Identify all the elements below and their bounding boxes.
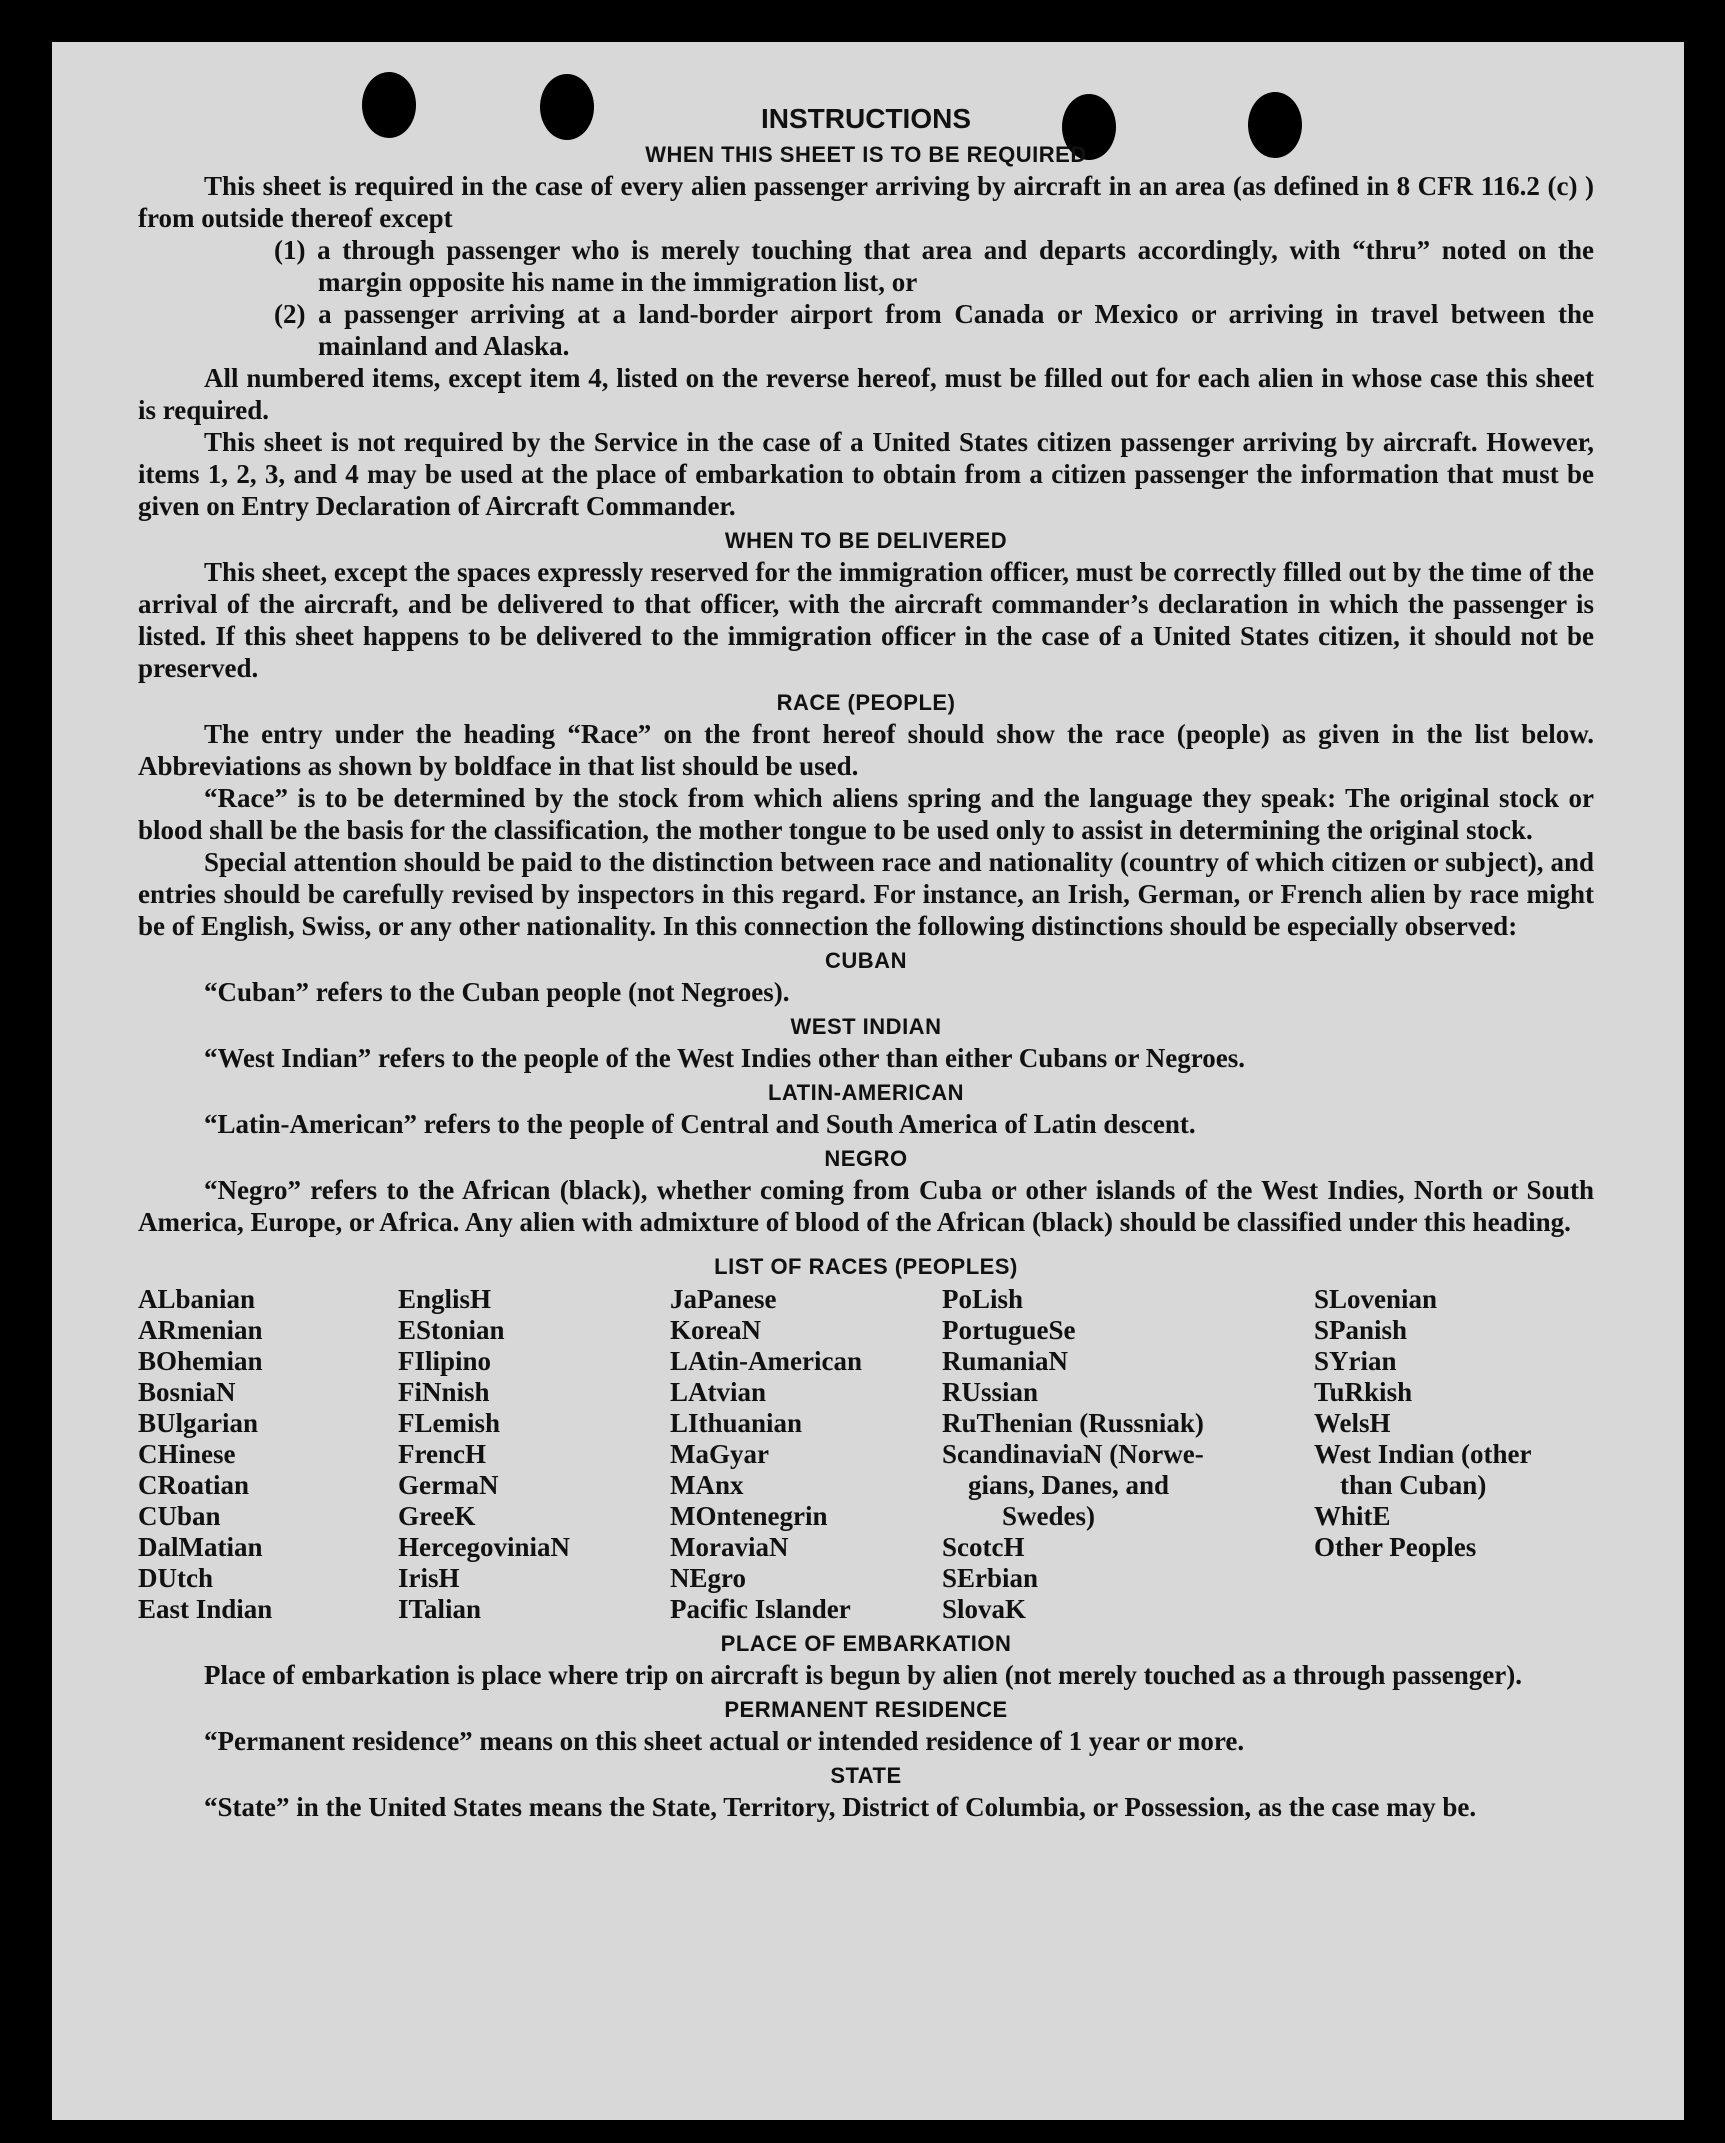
race-item: PoLish — [942, 1283, 1024, 1314]
race-item: ScotcH — [942, 1531, 1025, 1562]
race-item: DUtch — [138, 1562, 213, 1593]
required-intro: This sheet is required in the case of every alien passenger arriving by aircraft in an area (as defined in 8 CFR 116.2 (c) ) from outside thereof except — [138, 170, 1594, 233]
race-item: MoraviaN — [670, 1531, 789, 1562]
race-item: Pacific Islander — [670, 1593, 851, 1624]
race-item: LAtvian — [670, 1376, 767, 1407]
residence-text: “Permanent residence” means on this sheet actual or intended residence of 1 year or more. — [204, 1725, 1245, 1756]
race-item: IrisH — [398, 1562, 460, 1593]
race-item: LAtin-American — [670, 1345, 862, 1376]
race-item: SPanish — [1314, 1314, 1408, 1345]
race-item: ARmenian — [138, 1314, 263, 1345]
delivered-text: This sheet, except the spaces expressly reserved for the immigration officer, must be correctly filled out by the time of the arrival of the aircraft, and be delivered to that officer, with the aircraft commander’s declaration in which the passenger is listed. If this sheet happens to be delivered to the immigration officer in the case of a United States citizen, it should not be preserved. — [138, 556, 1594, 683]
race-item: KoreaN — [670, 1314, 761, 1345]
heading-races-list: LIST OF RACES (PEOPLES) — [714, 1253, 1018, 1279]
races-column-1 — [138, 1284, 398, 1625]
races-column-2 — [398, 1284, 670, 1625]
race-item: CHinese — [138, 1438, 236, 1469]
race-item: WhitE — [1314, 1500, 1391, 1531]
race-item: RumaniaN — [942, 1345, 1069, 1376]
races-column-3 — [670, 1284, 942, 1625]
race-item: NEgro — [670, 1562, 747, 1593]
heading-state: STATE — [830, 1762, 902, 1788]
race-item: JaPanese — [670, 1283, 777, 1314]
race-item: Other Peoples — [1314, 1531, 1477, 1562]
heading-race: RACE (PEOPLE) — [776, 689, 956, 715]
race-item: EnglisH — [398, 1283, 492, 1314]
latin-american-definition: “Latin-American” refers to the people of Central and South America of Latin descent. — [204, 1108, 1196, 1139]
race-item: MAnx — [670, 1469, 744, 1500]
race-item: FIlipino — [398, 1345, 492, 1376]
numbered-items-text: All numbered items, except item 4, listed on the reverse hereof, must be filled out for each alien in whose case this sheet is required. — [138, 362, 1594, 425]
race-item: SErbian — [942, 1562, 1039, 1593]
race-item: Swedes) — [1002, 1500, 1095, 1531]
exception-item-1: (1) a through passenger who is merely touching that area and departs accordingly, with “thru” noted on the margin opposite his name in the immigration list, or — [274, 234, 1594, 297]
race-item: CUban — [138, 1500, 221, 1531]
race-item: ScandinaviaN (Norwe- — [942, 1438, 1204, 1469]
instructions-content — [138, 102, 1594, 1823]
page-title: INSTRUCTIONS — [761, 103, 971, 134]
race-paragraph-3: Special attention should be paid to the distinction between race and nationality (country of which citizen or subject), and entries should be carefully revised by inspectors in this regard. For instance, an Irish, German, or French alien by race might be of English, Swiss, or any other nationality. In this connection the following distinctions should be especially observed: — [138, 846, 1594, 941]
race-paragraph-1: The entry under the heading “Race” on the front hereof should show the race (people) as given in the list below. Abbreviations as shown by boldface in that list should be used. — [138, 718, 1594, 781]
cuban-definition: “Cuban” refers to the Cuban people (not Negroes). — [204, 976, 790, 1007]
heading-embarkation: PLACE OF EMBARKATION — [720, 1630, 1012, 1656]
race-item: gians, Danes, and — [968, 1469, 1170, 1500]
state-text: “State” in the United States means the State, Territory, District of Columbia, or Possession, as the case may be. — [204, 1791, 1477, 1822]
race-item: WelsH — [1314, 1407, 1391, 1438]
race-item: GreeK — [398, 1500, 476, 1531]
heading-required: WHEN THIS SHEET IS TO BE REQUIRED — [645, 141, 1087, 167]
race-item: FrencH — [398, 1438, 486, 1469]
races-column-4 — [942, 1284, 1314, 1625]
heading-delivered: WHEN TO BE DELIVERED — [724, 527, 1008, 553]
race-item: West Indian (other — [1314, 1438, 1532, 1469]
race-item: BosniaN — [138, 1376, 236, 1407]
race-item: SLovenian — [1314, 1283, 1438, 1314]
race-item: PortugueSe — [942, 1314, 1076, 1345]
west-indian-definition: “West Indian” refers to the people of the West Indies other than either Cubans or Negroes. — [204, 1042, 1246, 1073]
race-item: FLemish — [398, 1407, 501, 1438]
race-item: SlovaK — [942, 1593, 1027, 1624]
embarkation-text: Place of embarkation is place where trip on aircraft is begun by alien (not merely touched as a through passenger). — [204, 1659, 1522, 1690]
heading-west-indian: WEST INDIAN — [790, 1013, 942, 1039]
heading-residence: PERMANENT RESIDENCE — [724, 1696, 1008, 1722]
races-list — [138, 1284, 1594, 1625]
race-paragraph-2: “Race” is to be determined by the stock from which aliens spring and the language they speak: The original stock or blood shall be the basis for the classification, the mother tongue to be used only to assist in determining the original stock. — [138, 782, 1594, 845]
race-item: HercegoviniaN — [398, 1531, 570, 1562]
race-item: TuRkish — [1314, 1376, 1413, 1407]
race-item: GermaN — [398, 1469, 499, 1500]
exception-item-2: (2) a passenger arriving at a land-border airport from Canada or Mexico or arriving in travel between the mainland and Alaska. — [274, 298, 1594, 361]
race-item: BUlgarian — [138, 1407, 259, 1438]
race-item: BOhemian — [138, 1345, 263, 1376]
race-item: SYrian — [1314, 1345, 1397, 1376]
race-item: ITalian — [398, 1593, 482, 1624]
not-required-text: This sheet is not required by the Service in the case of a United States citizen passenger arriving by aircraft. However, items 1, 2, 3, and 4 may be used at the place of embarkation to obtain from a citizen passenger the information that must be given on Entry Declaration of Aircraft Commander. — [138, 426, 1594, 521]
race-item: MOntenegrin — [670, 1500, 828, 1531]
document-page — [52, 42, 1684, 2120]
race-item: East Indian — [138, 1593, 273, 1624]
races-column-5 — [1314, 1284, 1594, 1625]
race-item: FiNnish — [398, 1376, 490, 1407]
race-item: RuThenian (Russniak) — [942, 1407, 1204, 1438]
heading-latin-american: LATIN-AMERICAN — [767, 1079, 964, 1105]
heading-cuban: CUBAN — [825, 947, 907, 973]
race-item: RUssian — [942, 1376, 1039, 1407]
race-item: ALbanian — [138, 1283, 256, 1314]
race-item: LIthuanian — [670, 1407, 803, 1438]
race-item: CRoatian — [138, 1469, 250, 1500]
race-item: than Cuban) — [1340, 1469, 1487, 1500]
heading-negro: NEGRO — [824, 1145, 908, 1171]
race-item: EStonian — [398, 1314, 505, 1345]
race-item: DalMatian — [138, 1531, 263, 1562]
race-item: MaGyar — [670, 1438, 769, 1469]
negro-definition: “Negro” refers to the African (black), whether coming from Cuba or other islands of the West Indies, North or South America, Europe, or Africa. Any alien with admixture of blood of the African (black) should be classified under this heading. — [138, 1174, 1594, 1237]
